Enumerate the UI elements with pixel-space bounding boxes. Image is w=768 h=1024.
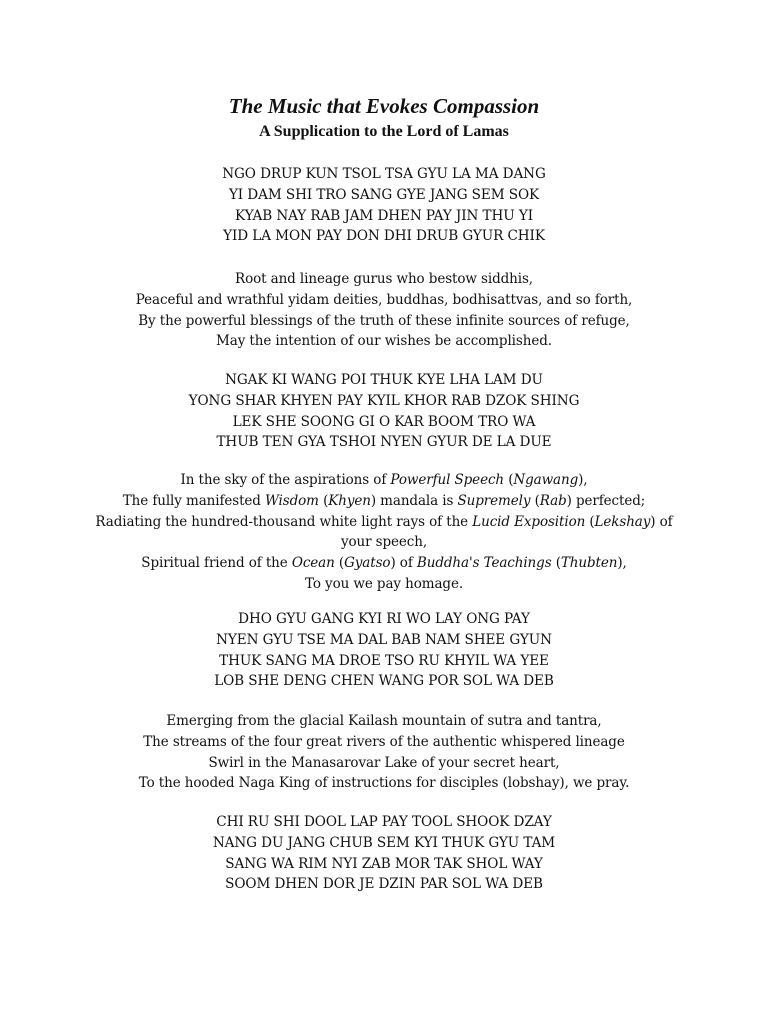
text-segment: ) of	[650, 513, 673, 530]
verse-line: THUK SANG MA DROE TSO RU KHYIL WA YEE	[219, 652, 549, 669]
document-subtitle: A Supplication to the Lord of Lamas	[259, 123, 509, 140]
emphasis-text: Supremely	[457, 492, 531, 509]
stanza-english-1	[0, 269, 768, 352]
verse-line: NGO DRUP KUN TSOL TSA GYU LA MA DANG	[222, 166, 546, 182]
text-segment: (	[585, 513, 595, 530]
stanza-tibetan-4	[0, 812, 768, 895]
stanza-tibetan-3	[0, 609, 768, 692]
stanza-tibetan-2	[0, 370, 768, 453]
verse-line: Swirl in the Manasarovar Lake of your secret heart,	[208, 754, 560, 771]
text-segment: The fully manifested	[122, 492, 266, 509]
emphasis-text: Powerful Speech	[390, 472, 505, 488]
verse-line: By the powerful blessings of the truth of these infinite sources of refuge,	[138, 312, 630, 329]
text-segment: ) perfected;	[566, 492, 646, 509]
text-segment: ) of	[390, 555, 417, 572]
verse-line: LEK SHE SOONG GI O KAR BOOM TRO WA	[232, 413, 536, 430]
verse-line: your speech,	[340, 534, 428, 551]
verse-line	[0, 470, 768, 491]
text-segment: ) mandala is	[370, 492, 458, 509]
verse-line: DHO GYU GANG KYI RI WO LAY ONG PAY	[238, 611, 530, 627]
emphasis-text: Lucid Exposition	[472, 513, 586, 530]
document-title: The Music that Evokes Compassion	[228, 94, 540, 118]
verse-line: SOOM DHEN DOR JE DZIN PAR SOL WA DEB	[225, 876, 543, 893]
verse-line: To the hooded Naga King of instructions for disciples (lobshay), we pray.	[138, 775, 630, 792]
verse-line: KYAB NAY RAB JAM DHEN PAY JIN THU YI	[235, 207, 533, 224]
verse-line: NYEN GYU TSE MA DAL BAB NAM SHEE GYUN	[216, 631, 552, 648]
text-segment: In the sky of the aspirations of	[180, 472, 391, 488]
text-segment: ),	[617, 555, 627, 572]
verse-line: Root and lineage gurus who bestow siddhis,	[235, 271, 533, 287]
text-segment: (	[334, 555, 345, 572]
verse-line: To you we pay homage.	[304, 575, 464, 592]
verse-line: Peaceful and wrathful yidam deities, buddhas, bodhisattvas, and so forth,	[135, 291, 633, 308]
verse-line	[0, 512, 768, 533]
emphasis-text: Ngawang	[513, 472, 579, 488]
verse-line: THUB TEN GYA TSHOI NYEN GYUR DE LA DUE	[216, 434, 552, 451]
verse-line: YID LA MON PAY DON DHI DRUB GYUR CHIK	[223, 228, 545, 245]
verse-line	[0, 553, 768, 574]
text-segment: (	[530, 492, 540, 509]
text-segment: ),	[578, 472, 588, 488]
verse-line: Emerging from the glacial Kailash mountain of sutra and tantra,	[166, 713, 602, 729]
verse-line: CHI RU SHI DOOL LAP PAY TOOL SHOOK DZAY	[216, 814, 552, 830]
stanza-english-2	[0, 470, 768, 595]
verse-line: YONG SHAR KHYEN PAY KYIL KHOR RAB DZOK SHING	[188, 392, 580, 409]
verse-line: SANG WA RIM NYI ZAB MOR TAK SHOL WAY	[225, 855, 543, 872]
emphasis-text: Rab	[539, 492, 567, 509]
emphasis-text: Wisdom	[265, 492, 319, 509]
emphasis-text: Thubten	[560, 555, 618, 572]
stanza-english-3	[0, 711, 768, 794]
stanza-tibetan-1	[0, 164, 768, 247]
emphasis-text: Gyatso	[344, 555, 391, 572]
text-segment: (	[504, 472, 514, 488]
verse-line: NANG DU JANG CHUB SEM KYI THUK GYU TAM	[212, 834, 556, 851]
text-segment: Radiating the hundred-thousand white light rays of the	[95, 513, 473, 530]
text-segment: Spiritual friend of the	[141, 555, 292, 572]
verse-line	[0, 491, 768, 512]
text-segment: (	[551, 555, 561, 572]
emphasis-text: Buddha's Teachings	[416, 555, 552, 572]
text-segment: (	[318, 492, 329, 509]
verse-line: May the intention of our wishes be accomplished.	[216, 333, 552, 350]
verse-line: LOB SHE DENG CHEN WANG POR SOL WA DEB	[214, 673, 554, 690]
verse-line: NGAK KI WANG POI THUK KYE LHA LAM DU	[225, 372, 543, 388]
emphasis-text: Ocean	[291, 555, 335, 572]
emphasis-text: Khyen	[328, 492, 371, 509]
emphasis-text: Lekshay	[594, 513, 651, 530]
verse-line: YI DAM SHI TRO SANG GYE JANG SEM SOK	[228, 186, 540, 203]
verse-line: The streams of the four great rivers of the authentic whispered lineage	[143, 733, 625, 750]
